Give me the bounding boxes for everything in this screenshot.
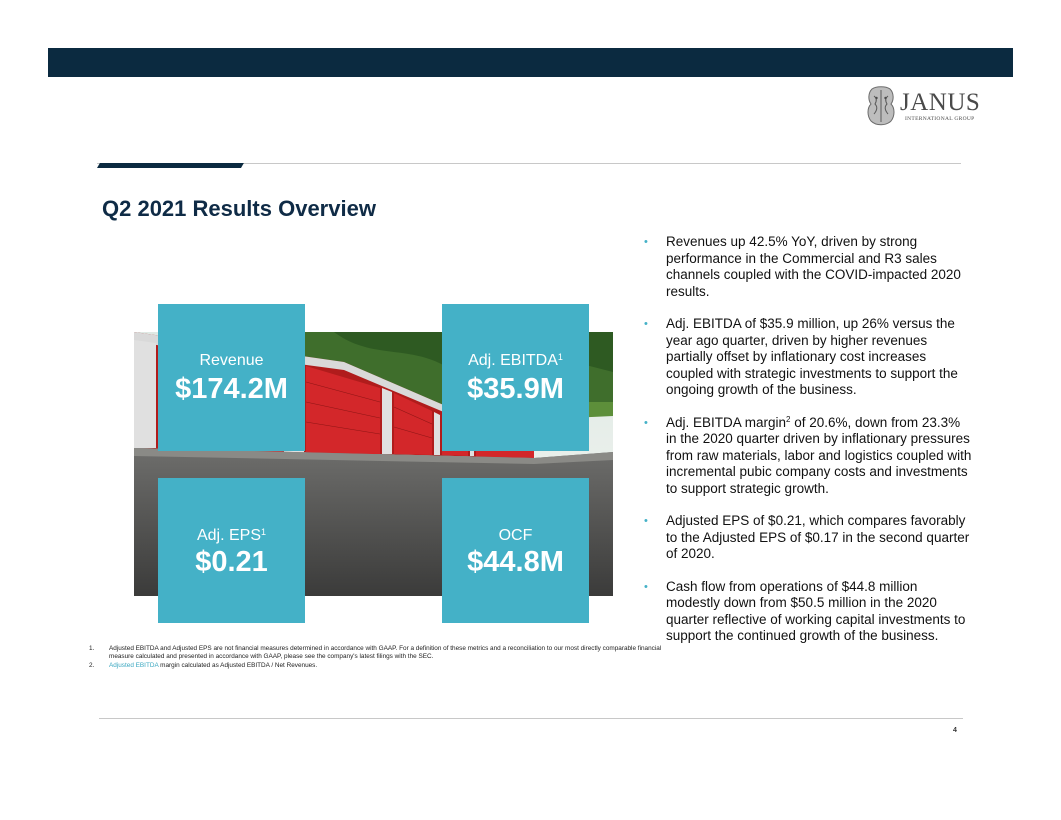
top-banner-bar (48, 48, 1013, 77)
janus-logo (864, 86, 981, 128)
page-title: Q2 2021 Results Overview (102, 196, 376, 221)
kpi-card-adj-ebitda (442, 304, 589, 451)
page-number: 4 (953, 727, 957, 734)
bullet-adjusted-eps: • Adjusted EPS of $0.21, which compares favorably to the Adjusted EPS of $0.17 in the second quarter of 2020. (642, 513, 972, 563)
header-accent-bar (97, 163, 244, 168)
footnote-text: Adjusted EBITDA and Adjusted EPS are not financial measures determined in accordance with GAAP. For a definition of these metrics and a reconciliation to our most directly comparable financial measure calculated and presented in accordance with GAAP, please see the company's latest filings with the SEC. (109, 645, 662, 661)
footnote-2 (89, 662, 669, 670)
kpi-card-ocf (442, 478, 589, 623)
bullet-adj-ebitda: • Adj. EBITDA of $35.9 million, up 26% versus the year ago quarter, driven by higher revenues partially offset by inflationary cost increases coupled with strategic investments to support the ongoing growth of the business. (642, 316, 972, 399)
kpi-label-adj-eps (158, 527, 305, 545)
footer-divider (99, 718, 963, 719)
kpi-label-ocf: OCF (498, 527, 533, 544)
kpi-value-ocf: $44.8M (467, 546, 564, 578)
kpi-footnote-marker: 1 (261, 527, 267, 537)
footnote-1 (89, 645, 669, 662)
bullet-revenue: • Revenues up 42.5% YoY, driven by strong performance in the Commercial and R3 sales channels coupled with the COVID-impacted 2020 results. (642, 234, 972, 300)
logo-subtitle: INTERNATIONAL GROUP (905, 116, 975, 122)
kpi-label-revenue: Revenue (199, 352, 264, 369)
kpi-value-revenue: $174.2M (175, 373, 288, 405)
kpi-card-revenue (158, 304, 305, 451)
bullet-footnote-marker: 2 (786, 414, 791, 424)
bullet-ebitda-margin-rest: of 20.6%, down from 23.3% in the 2020 quarter driven by inflationary pressures from raw materials, labor and logistics coupled with incremental pubic company costs and investments to support strategic growth. (666, 414, 972, 496)
kpi-card-adj-eps (158, 478, 305, 623)
kpi-value-adj-eps: $0.21 (195, 546, 268, 578)
kpi-label-adj-ebitda (442, 352, 589, 370)
footnote-text: margin calculated as Adjusted EBITDA / Net Revenues. (158, 661, 318, 669)
footnotes (89, 645, 669, 670)
kpi-value-adj-ebitda: $35.9M (467, 373, 564, 405)
kpi-label-adj-ebitda-text: Adj. EBITDA (468, 352, 558, 369)
janus-emblem-icon (864, 86, 898, 126)
logo-wordmark: JANUS (900, 89, 981, 116)
kpi-footnote-marker: 1 (557, 352, 563, 362)
kpi-label-adj-eps-text: Adj. EPS (196, 527, 261, 544)
results-bullet-list (642, 234, 972, 661)
footnote-accent-text: Adjusted EBITDA (109, 661, 159, 669)
bullet-ebitda-margin-lead: Adj. EBITDA margin (666, 414, 787, 430)
bullet-ebitda-margin (642, 415, 972, 498)
bullet-cash-flow: • Cash flow from operations of $44.8 million modestly down from $50.5 million in the 2020 quarter reflective of working capital investments to support the continued growth of the business. (642, 579, 972, 645)
footnote-number: 1. (89, 645, 95, 652)
footnote-number: 2. (89, 661, 95, 669)
